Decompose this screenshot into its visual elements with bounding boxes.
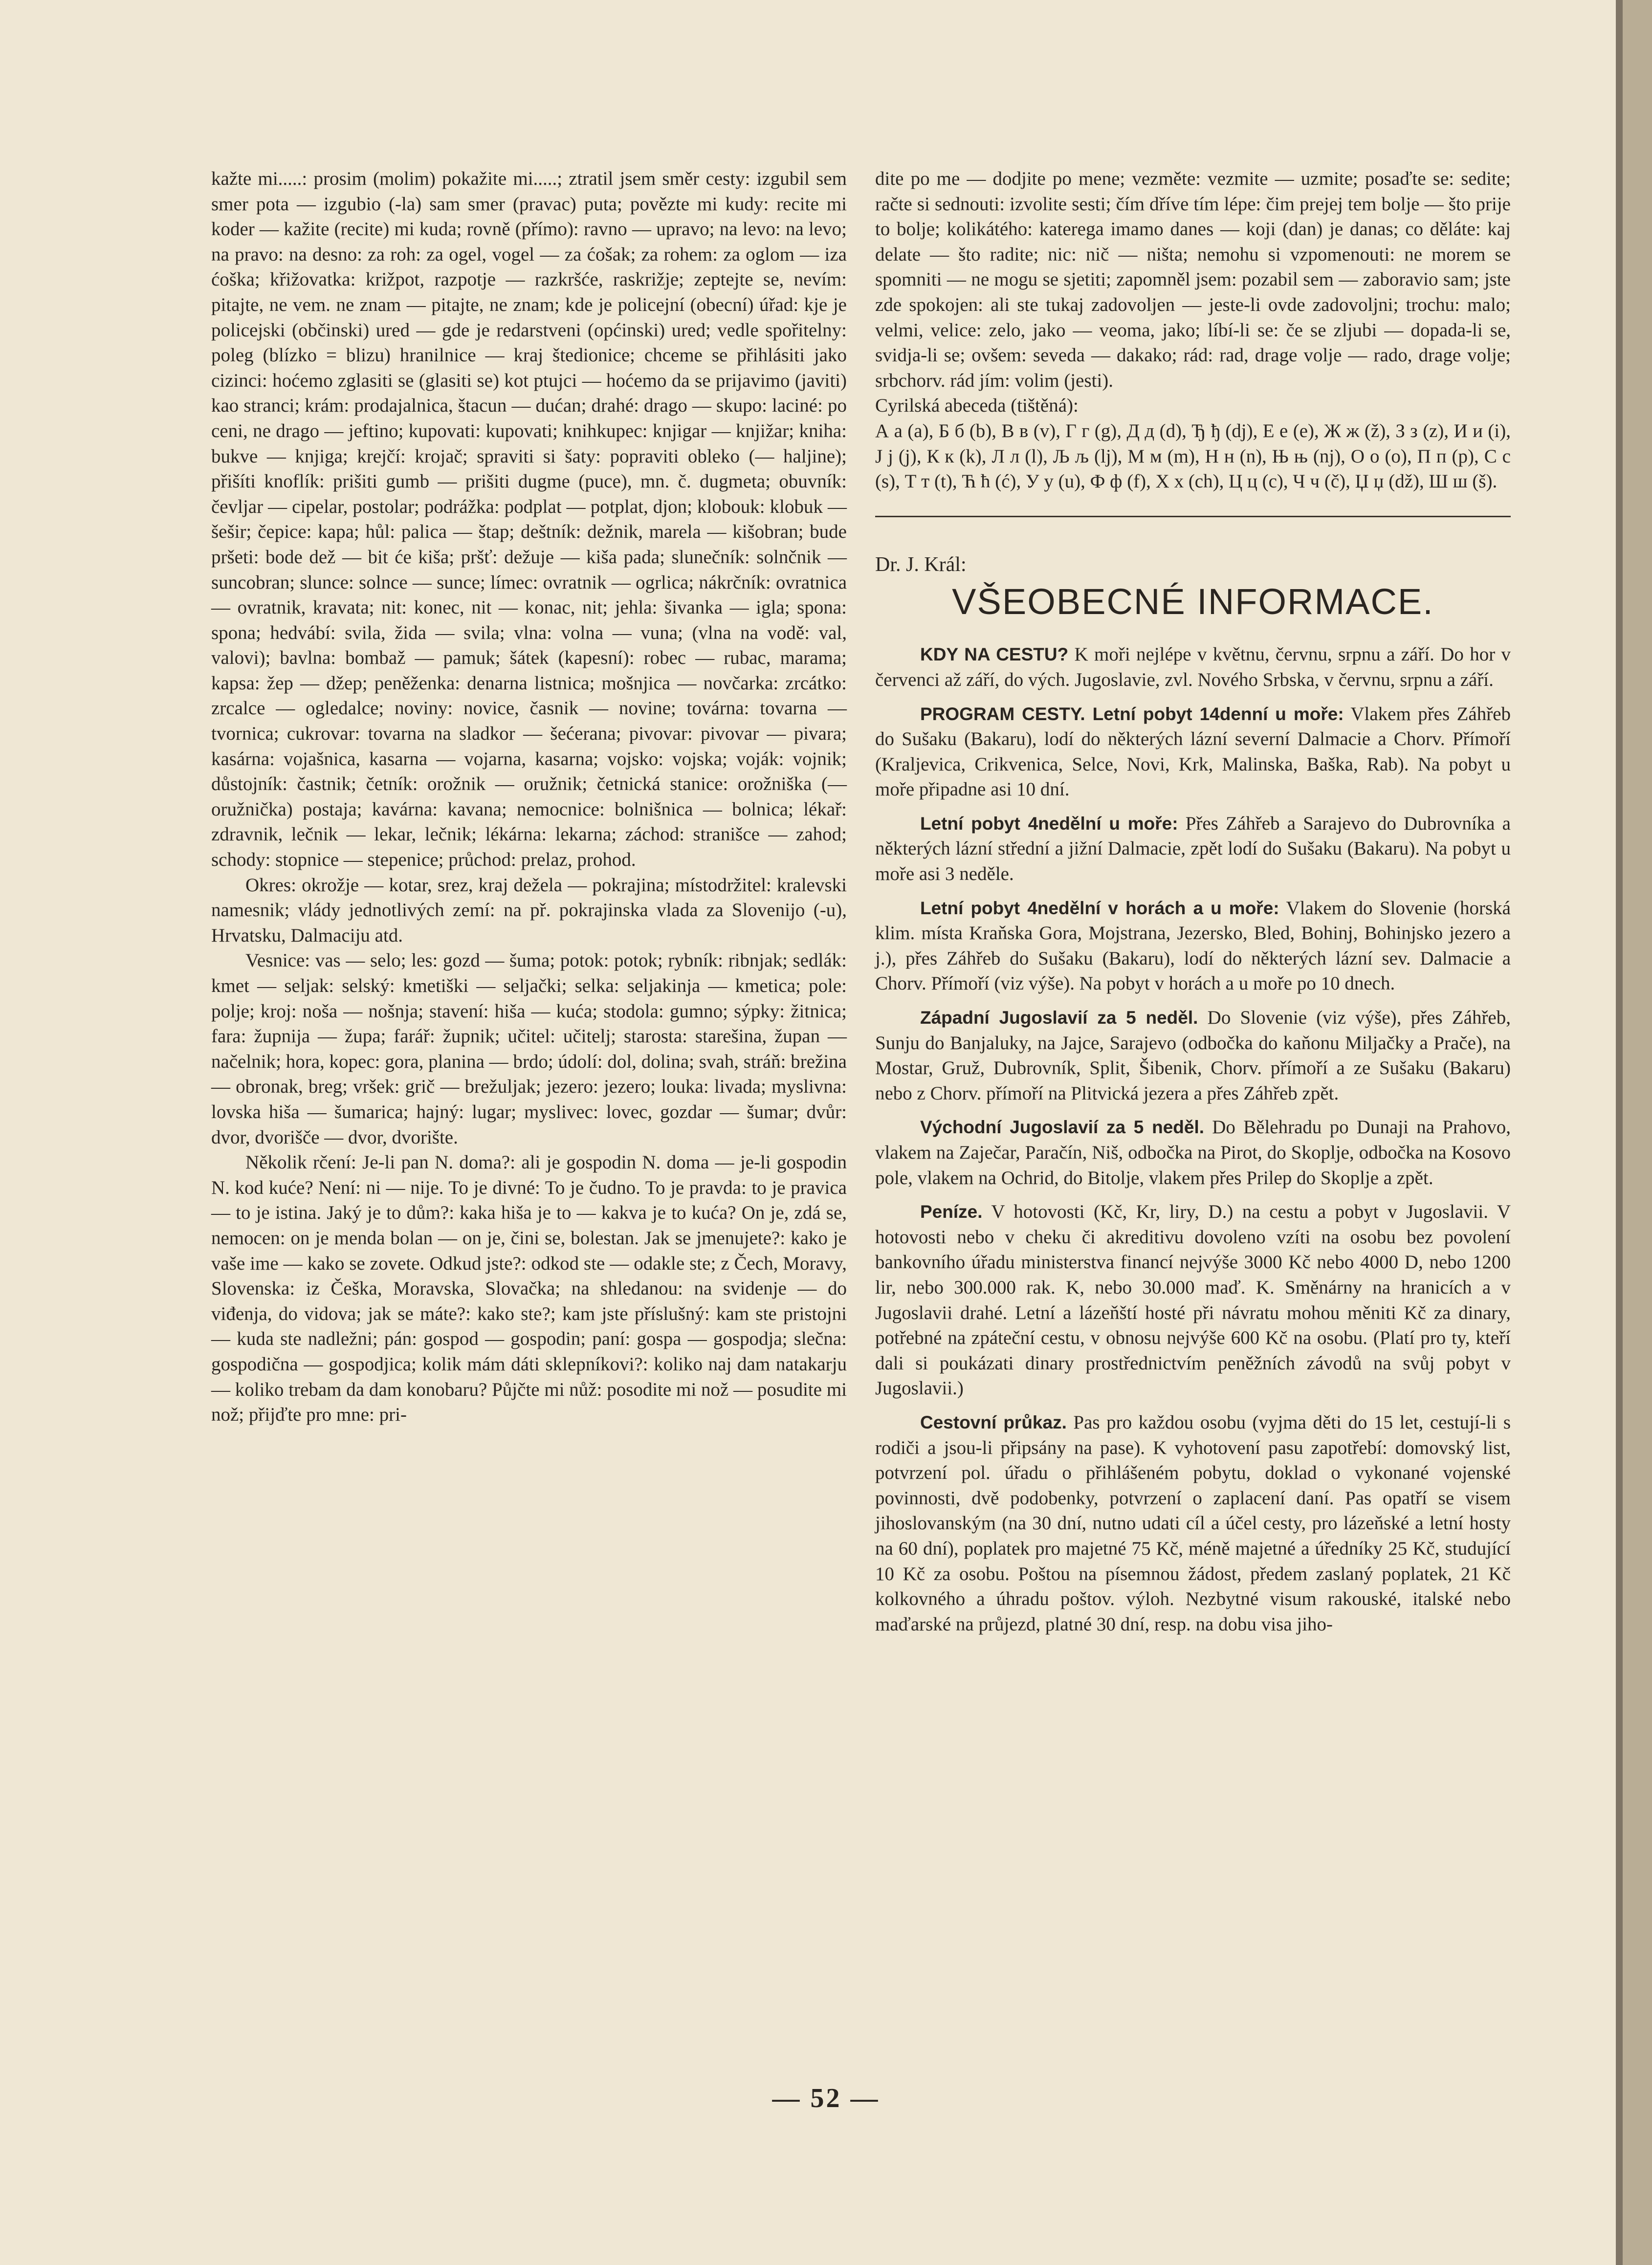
vocabulary-paragraph-2: Okres: okrožje — kotar, srez, kraj dežela — pokrajina; místodržitel: kralevski namesnik; vlády jednotlivých zemí: na př. pokrajinska vlada za Slovenijo (-u), Hrvatsku, Dalmaciju atd. [211, 874, 847, 946]
page-number: — 52 — [772, 2083, 880, 2113]
info-passport [875, 1410, 1511, 1637]
info-program-4week-sea [875, 811, 1511, 887]
right-column [875, 166, 1511, 1646]
info-money [875, 1199, 1511, 1401]
info-text: Vlakem přes Záhřeb do Sušaku (Bakaru), lodí do některých lázní severní Dalmacie a Chorv. Přímoří (Kraljevica, Crikvenica, Selce, Novi, Krk, Malinska, Baška, Rab). Na pobyt u moře připadne asi 10 dní. [875, 703, 1511, 800]
info-text: Pas pro každou osobu (vyjma děti do 15 let, cestují-li s rodiči a jsou-li připsány na pase). K vyhotovení pasu zapotřebí: domovský list, potvrzení pol. úřadu o přihlášeném pobytu, doklad o vykonané vojenské povinnosti, dvě podobenky, potvrzení o zaplacení daní. Pas opatří se visem jihoslovanským (na 30 dní, nutno udati cíl a účel cesty, pro lázeňské a letní hosty na 60 dní), poplatek pro majetné 75 Kč, méně majetné a úředníky 25 Kč, studující 10 Kč za osobu. Poštou na písemnou žádost, předem zaslaný poplatek, 21 Kč kolkovného a úhradu poštov. výloh. Nezbytné visum rakouské, italské nebo maďarské na průjezd, platné 30 dní, resp. na dobu visa jiho- [875, 1411, 1511, 1635]
info-heading: Cestovní průkaz. [920, 1412, 1067, 1432]
cyrillic-title: Cyrilská abeceda (tištěná): [875, 395, 1079, 417]
info-text: Přes Záhřeb a Sarajevo do Dubrovníka a některých lázní střední a jižní Dalmacie, zpět lodí do Sušaku (Bakaru). Na pobyt u moře asi 3 neděle. [875, 813, 1511, 885]
info-heading: Letní pobyt 4nedělní u moře: [920, 813, 1178, 834]
info-west-yugoslavia [875, 1005, 1511, 1106]
info-text: K moři nejlépe v květnu, červnu, srpnu a září. Do hor v červenci až září, do vých. Jugoslavie, zvl. Nového Srbska, v červnu, srpnu a září. [875, 644, 1511, 690]
info-heading: PROGRAM CESTY. Letní pobyt 14denní u moře: [920, 704, 1344, 724]
info-heading: Západní Jugoslavií za 5 neděl. [920, 1008, 1198, 1028]
info-program-mountains-sea [875, 896, 1511, 996]
info-text: Do Slovenie (viz výše), přes Záhřeb, Sunju do Banjaluky, na Jajce, Sarajevo (odbočka do kaňonu Miljačky a Prače), na Mostar, Gruž, Dubrovník, Split, Šibenik, Chorv. přímoří a ze Sušaku (Bakaru) nebo z Chorv. přímoří na Plitvická jezera a přes Záhřeb zpět. [875, 1007, 1511, 1104]
left-column [211, 166, 847, 1428]
section-title: VŠEOBECNÉ INFORMACE. [952, 581, 1434, 622]
cyrillic-alphabet: А а (a), Б б (b), В в (v), Г г (g), Д д (d), Ђ ђ (dj), Е е (e), Ж ж (ž), З з (z), И и (i), Ј ј (j), К к (k), Л л (l), Љ љ (lj), М м (m), Н н (n), Њ њ (nj), О о (o), П п (p), С с (s), Т т (t), Ћ ћ (ć), У у (u), Ф ф (f), Х х (ch), Ц ц (c), Ч ч (č), Џ џ (dž), Ш ш (š). [875, 420, 1511, 492]
phrases-continuation: dite po me — dodjite po mene; vezměte: vezmite — uzmite; posaďte se: sedite; račte si sednouti: izvolite sesti; čím dříve tím lépe: čim prejej tem bolje — što prije to bolje; kolikátého: katerega imamo danes — koji (dan) je danas; co děláte: kaj delate — što radite; nic: nič — ništa; nemohu si vzpomenouti: ne morem se spomniti — ne mogu se sjetiti; zapomněl jsem: pozabil sem — zaboravio sam; jste zde spokojen: ali ste tukaj zadovoljen — jeste-li ovde zadovoljni; trochu: malo; velmi, velice: zelo, jako — veoma, jako; líbí-li se: če se zljubi — dopada-li se, svidja-li se; ovšem: seveda — dakako; rád: rad, drage volje — rado, drage volje; srbchorv. rád jím: volim (jesti). [875, 168, 1511, 391]
vocabulary-paragraph-3: Vesnice: vas — selo; les: gozd — šuma; potok: potok; rybník: ribnjak; sedlák: kmet — seljak: selský: kmetiški — seljački; selka: seljakinja — kmetica; pole: polje; kroj: noša — nošnja; stavení: hiša — kuća; stodola: gumno; sýpky: žitnica; fara: župnija — župa; farář: župnik; učitel: učitelj; starosta: starešina, župan — načelnik; hora, kopec: gora, planina — brdo; údolí: dol, dolina; svah, stráň: brežina — obronak, breg; vršek: grič — brežuljak; jezero: jezero; louka: livada; myslivna: lovska hiša — šumarica; hajný: lugar; myslivec: lovec, gozdar — šumar; dvůr: dvor, dvorišče — dvor, dvorište. [211, 950, 847, 1148]
info-text: V hotovosti (Kč, Kr, liry, D.) na cestu a pobyt v Jugoslavii. V hotovosti nebo v cheku či akreditivu dovoleno vzíti na osobu bez povolení bankovního úřadu ministerstva financí nejvýše 3000 Kč nebo 4000 D, nebo 1200 lir, nebo 300.000 rak. K, nebo 30.000 maď. K. Směnárny na hranicích a v Jugoslavii drahé. Letní a lázeňští hosté při návratu mohou měniti Kč za dinary, potřebné na zpáteční cestu, v obnosu nejvýše 600 Kč na osobu. (Platí pro ty, kteří dali si poukázati dinary prostřednictvím peněžních závodů na svůj pobyt v Jugoslavii.) [875, 1201, 1511, 1399]
phrases-paragraph: Několik rčení: Je-li pan N. doma?: ali je gospodin N. doma — je-li gospodin N. kod kuće? Není: ni — nije. To je divné: To je čudno. To je pravda: to je pravica — to je istina. Jaký je to dům?: kaka hiša je to — kakva je to kuća? On je, zdá se, nemocen: on je menda bolan — on je, čini se, bolestan. Jak se jmenujete?: kako je vaše ime — kako se zovete. Odkud jste?: odkod ste — odakle ste; z Čech, Moravy, Slovenska: iz Češka, Moravska, Slovačka; na shledanou: na svidenje — do viđenja, do vidova; jak se máte?: kako ste?; kam jste příslušný: kam ste pristojni — kuda ste nadležni; pán: gospod — gospodin; paní: gospa — gospodja; slečna: gospodična — gospodjica; kolik mám dáti sklepníkovi?: koliko naj dam natakarju — koliko trebam da dam konobaru? Půjčte mi nůž: posodite mi nož — posudite mi nož; přijďte pro mne: pri- [211, 1152, 847, 1426]
info-heading: Východní Jugoslavií za 5 neděl. [920, 1117, 1205, 1138]
page-gutter-shadow [1616, 0, 1623, 2265]
author: Dr. J. Král: [875, 553, 967, 576]
info-heading: Peníze. [920, 1202, 983, 1222]
info-program-14day [875, 702, 1511, 802]
page-edge [1623, 0, 1652, 2265]
vocabulary-paragraph-1: kažte mi.....: prosim (molim) pokažite mi.....; ztratil jsem směr cesty: izgubil sem smer pota — izgubio (-la) sam smer (pravac) puta; povězte mi kudy: recite mi koder — kažite (recite) mi kuda; rovně (přímo): ravno — upravo; na levo: na levo; na pravo: na desno: za roh: za ogel, vogel — za ćošak; za rohem: za oglom — iza ćoška; křižovatka: križpot, razpotje — razkršće, raskrižje; zeptejte se, nevím: pitajte, ne vem. ne znam — pitajte, ne znam; kde je policejní (obecní) úřad: kje je policejski (občinski) ured — gde je redarstveni (općinski) ured; vedle spořitelny: poleg (blízko = blizu) hranilnice — kraj štedionice; chceme se přihlásiti jako cizinci: hoćemo zglasiti se (glasiti se) kot ptujci — hoćemo da se prijavimo (javiti) kao stranci; krám: prodajalnica, štacun — dućan; drahé: drago — skupo: laciné: po ceni, ne drago — jeftino; kupovati: kupovati; knihkupec: knjigar — knjižar; kniha: bukve — knjiga; krejčí: krojač; spraviti si šaty: popraviti obleko (— haljine); přišíti knoflík: prišiti gumb — prišiti dugme (puce), mn. č. dugmeta; obuvník: čevljar — cipelar, postolar; podrážka: podplat — potplat, djon; klobouk: klobuk — šešir; čepice: kapa; hůl: palica — štap; deštník: dežnik, marela — kišobran; bude pršeti: bode dež — bit će kiša; pršť: dežuje — kiša pada; slunečník: solnčnik — suncobran; slunce: solnce — sunce; límec: ovratnik — ogrlica; nákrčník: ovratnica — ovratnik, kravata; nit: konec, nit — konac, nit; jehla: šivanka — igla; spona: spona; hedvábí: svila, žida — svila; vlna: volna — vuna; (vlna na vodě: val, valovi); bavlna: bombaž — pamuk; šátek (kapesní): robec — rubac, marama; kapsa: žep — džep; peněženka: denarna listnica; mošnjica — novčarka: zrcátko: zrcalce — ogledalce; noviny: novice, časnik — novine; továrna: tovarna — tvornica; cukrovar: tovarna na sladkor — šećerana; pivovar: pivovar — pivara; kasárna: vojašnica, kasarna — vojarna, kasarna; vojsko: vojska; voják: vojnik; důstojník: častnik; četník: orožnik — oružnik; četnická stanice: orožniška (— oružnička) postaja; kavárna: kavana; nemocnice: bolnišnica — bolnica; lékař: zdravnik, lečnik — lekar, lečnik; lékárna: lekarna; záchod: stranišce — zahod; schody: stopnice — stepenice; průchod: prelaz, prohod. [211, 168, 847, 871]
section-divider [875, 516, 1511, 517]
info-text: Vlakem do Slovenie (horská klim. místa Kraňska Gora, Mojstrana, Jezersko, Bled, Bohinj, Bohinjsko jezero a j.), přes Záhřeb do Sušaku (Bakaru), lodí do některých lázní sev. Dalmacie a Chorv. Přímoří (viz výše). Na pobyt v horách a u moře po 10 dnech. [875, 897, 1511, 994]
info-text: Do Bělehradu po Dunaji na Prahovo, vlakem na Zaječar, Paračín, Niš, odbočka na Pirot, do Skoplje, odbočka na Kosovo pole, vlakem na Ochrid, do Bitolje, vlakem přes Prilep do Skoplje a zpět. [875, 1117, 1511, 1188]
info-when-to-travel [875, 642, 1511, 692]
info-heading: KDY NA CESTU? [920, 644, 1069, 665]
info-east-yugoslavia [875, 1115, 1511, 1190]
info-heading: Letní pobyt 4nedělní v horách a u moře: [920, 898, 1279, 918]
